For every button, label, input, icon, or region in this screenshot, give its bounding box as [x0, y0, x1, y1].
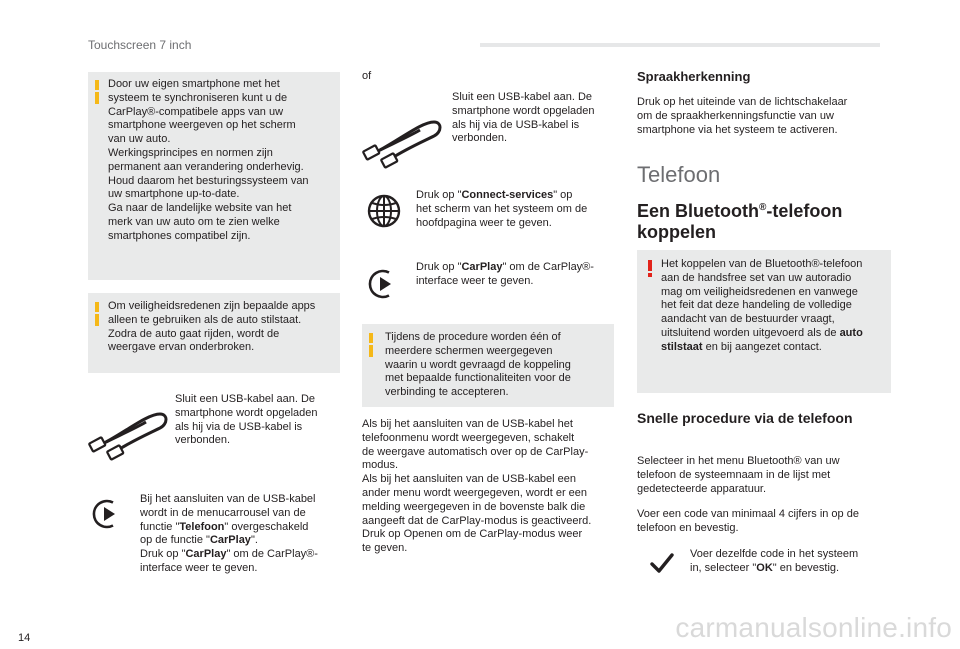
carplay-mode-paragraph: Als bij het aansluiten van de USB-kabel het telefoonmenu wordt weergegeven, schakelt de weergave automatisch over op de CarPlay- modus. Als bij het aansluiten van de USB-kabel een ander menu wordt weergegeven, wordt er een melding weergegeven in de bovenste balk die aangeeft dat de CarPlay-modus is geactiveerd. Druk op Openen om de CarPlay-modus weer te geven.	[362, 418, 592, 555]
page-header-label: Touchscreen 7 inch	[88, 38, 192, 52]
or-label: of	[362, 70, 372, 82]
safety-note-text: Om veiligheidsredenen zijn bepaalde apps alleen te gebruiken als de auto stilstaat. Zodra de auto gaat rijden, wordt de weergave ervan onderbroken.	[108, 300, 316, 354]
usb-step-text: Sluit een USB-kabel aan. De smartphone wordt opgeladen als hij via de USB-kabel is verbonden.	[175, 393, 318, 447]
usb-step-text: Sluit een USB-kabel aan. De smartphone wordt opgeladen als hij via de USB-kabel is verbonden.	[452, 91, 595, 145]
connect-services-text: Druk op "Connect-services" op het scherm van het systeem om de hoofdpagina weer te geven.	[416, 189, 588, 229]
procedure-note-text: Tijdens de procedure worden één of meerdere schermen weergegeven waarin u wordt gevraagd de koppeling met bepaalde functionaliteiten voor de verbinding te accepteren.	[385, 331, 571, 399]
watermark: carmanualsonline.info	[675, 612, 952, 643]
page-title: Een Bluetooth®-telefoon koppelen	[637, 201, 843, 242]
quick-procedure-heading: Snelle procedure via de telefoon	[637, 410, 853, 426]
usb-cable-icon	[362, 108, 444, 170]
info-note-text: Door uw eigen smartphone met het systeem te synchroniseren kunt u de CarPlay®-compatibele apps van uw smartphone weergeven op het scherm van uw auto. Werkingsprincipes en normen zijn permanent aan verandering onderhevig. Houd daarom het besturingssysteem van uw smartphone up-to-date. Ga naar de landelijke website van het merk van uw auto om te zien welke smartphones compatibel zijn.	[108, 78, 309, 242]
header-divider	[480, 43, 880, 47]
quick-procedure-text-2: Voer een code van minimaal 4 cijfers in op de telefoon en bevestig.	[637, 508, 859, 534]
checkmark-icon	[650, 552, 674, 574]
carplay-switch-text: Bij het aansluiten van de USB-kabel wordt in de menucarrousel van de functie "Telefoon" overgeschakeld op de functie "CarPlay". Druk op "CarPlay" om de CarPlay®- interface weer te geven.	[140, 493, 318, 574]
speech-recognition-text: Druk op het uiteinde van de lichtschakelaar om de spraakherkenningsfunctie van uw smartphone via het systeem te activeren.	[637, 96, 848, 136]
speech-recognition-heading: Spraakherkenning	[637, 69, 751, 84]
page-number: 14	[18, 632, 31, 644]
warning-text: Het koppelen van de Bluetooth®-telefoon aan de handsfree set van uw autoradio mag om veiligheidsredenen en vanwege het feit dat deze handeling de volledige aandacht van de bestuurder vraagt, uitsluitend worden uitgevoerd als de auto stilstaat en bij aangezet contact.	[661, 258, 863, 353]
section-title: Telefoon	[637, 162, 721, 187]
play-icon	[366, 267, 400, 301]
globe-icon	[366, 193, 402, 229]
play-icon	[90, 497, 124, 531]
carplay-step-text: Druk op "CarPlay" om de CarPlay®- interface weer te geven.	[416, 261, 594, 287]
quick-procedure-text-1: Selecteer in het menu Bluetooth® van uw telefoon de systeemnaam in de lijst met gedetecteerde apparatuur.	[637, 455, 840, 495]
usb-cable-icon	[88, 400, 170, 462]
confirm-step-text: Voer dezelfde code in het systeem in, selecteer "OK" en bevestig.	[690, 548, 859, 574]
